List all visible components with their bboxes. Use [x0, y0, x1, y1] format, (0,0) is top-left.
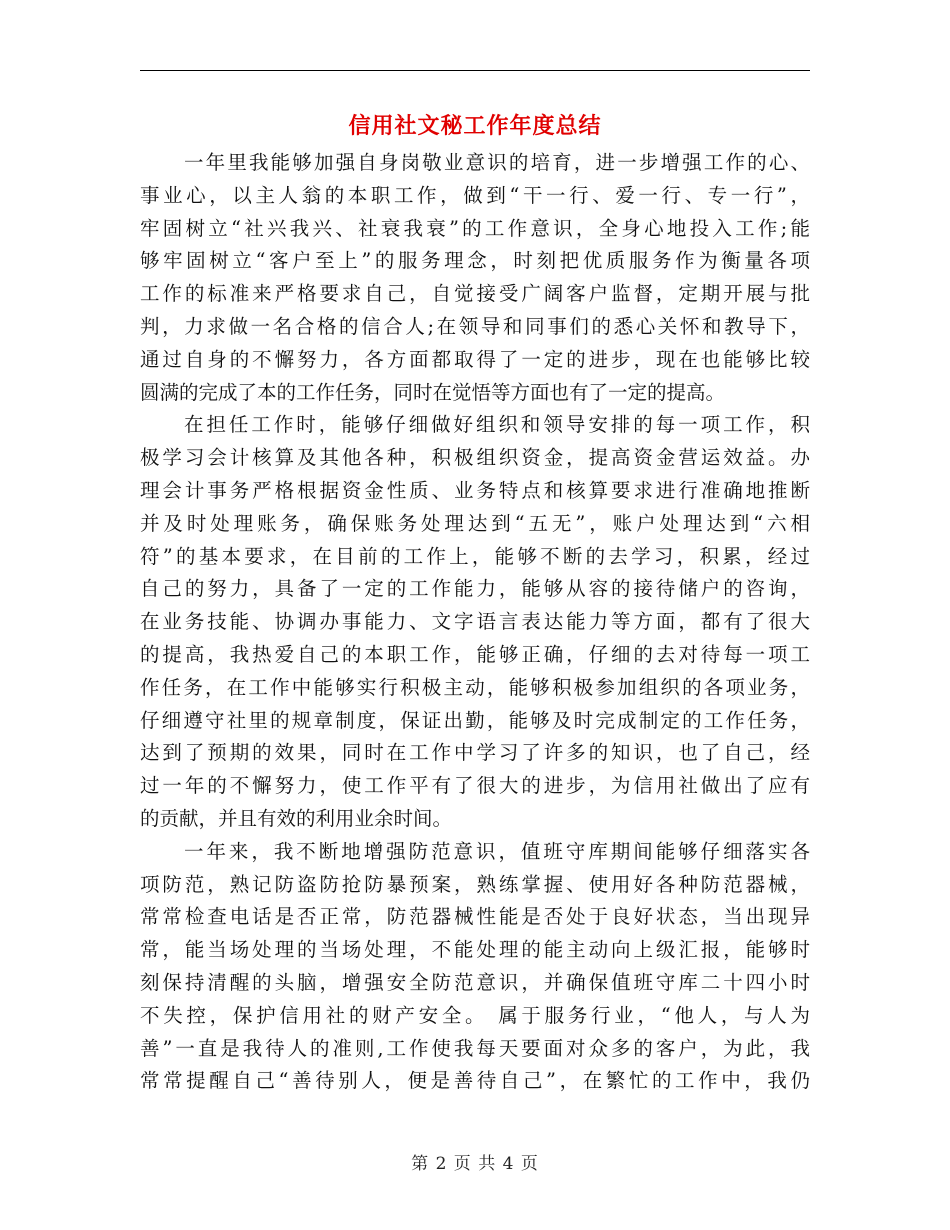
text-line: 的贡献，并且有效的利用业余时间。: [140, 806, 453, 830]
text-line: 在业务技能、协调办事能力、文字语言表达能力等方面，都有了很大: [140, 610, 810, 634]
page-number: 第 2 页 共 4 页: [411, 1154, 539, 1174]
text-line: 不失控，保护信用社的财产安全。 属于服务行业，“他人，与人为: [140, 1003, 810, 1027]
text-line: 作任务，在工作中能够实行积极主动，能够积极参加组织的各项业务，: [140, 675, 810, 699]
text-line: 仔细遵守社里的规章制度，保证出勤，能够及时完成制定的工作任务，: [140, 708, 810, 732]
text-line: 自己的努力，具备了一定的工作能力，能够从容的接待储户的咨询，: [140, 577, 810, 601]
document-body: [140, 147, 810, 1098]
text-line: 常常提醒自己“善待别人，便是善待自己”，在繁忙的工作中，我仍: [140, 1069, 810, 1093]
text-line: 牢固树立“社兴我兴、社衰我衰”的工作意识，全身心地投入工作;能: [140, 216, 810, 240]
paragraph-2: [140, 409, 810, 835]
text-line: 够牢固树立“客户至上”的服务理念，时刻把优质服务作为衡量各项: [140, 249, 810, 273]
text-line: 项防范，熟记防盗防抢防暴预案，熟练掌握、使用好各种防范器械，: [140, 872, 810, 896]
text-line: 常常检查电话是否正常，防范器械性能是否处于良好状态，当出现异: [140, 905, 810, 929]
text-line: 过一年的不懈努力，使工作平有了很大的进步，为信用社做出了应有: [140, 774, 810, 798]
text-line: 刻保持清醒的头脑，增强安全防范意识，并确保值班守库二十四小时: [140, 970, 810, 994]
text-line: 符”的基本要求，在目前的工作上，能够不断的去学习，积累，经过: [140, 544, 810, 568]
text-line: 在担任工作时，能够仔细做好组织和领导安排的每一项工作，积: [184, 413, 810, 437]
text-line: 通过自身的不懈努力，各方面都取得了一定的进步，现在也能够比较: [140, 347, 810, 371]
paragraph-1: [140, 147, 810, 409]
text-line: 事业心，以主人翁的本职工作，做到“干一行、爱一行、专一行”，: [140, 183, 810, 207]
text-line: 判，力求做一名合格的信合人;在领导和同事们的悉心关怀和教导下，: [140, 314, 810, 338]
text-line: 极学习会计核算及其他各种，积极组织资金，提高资金营运效益。办: [140, 446, 810, 470]
text-line: 理会计事务严格根据资金性质、业务特点和核算要求进行准确地推断: [140, 478, 810, 502]
paragraph-3: [140, 836, 810, 1098]
text-line: 常，能当场处理的当场处理，不能处理的能主动向上级汇报，能够时: [140, 938, 810, 962]
text-line: 善”一直是我待人的准则,工作使我每天要面对众多的客户，为此，我: [140, 1036, 810, 1060]
text-line: 一年来，我不断地增强防范意识，值班守库期间能够仔细落实各: [184, 839, 810, 863]
text-line: 一年里我能够加强自身岗敬业意识的培育，进一步增强工作的心、: [184, 151, 810, 174]
text-line: 工作的标准来严格要求自己，自觉接受广阔客户监督，定期开展与批: [140, 282, 810, 306]
header-rule: [140, 70, 810, 71]
text-line: 并及时处理账务，确保账务处理达到“五无”，账户处理达到“六相: [140, 511, 810, 535]
text-line: 圆满的完成了本的工作任务，同时在觉悟等方面也有了一定的提高。: [140, 380, 726, 404]
text-line: 的提高，我热爱自己的本职工作，能够正确，仔细的去对待每一项工: [140, 642, 810, 666]
text-line: 达到了预期的效果，同时在工作中学习了许多的知识，也了自己，经: [140, 741, 810, 765]
document-title: 信用社文秘工作年度总结: [348, 113, 602, 139]
